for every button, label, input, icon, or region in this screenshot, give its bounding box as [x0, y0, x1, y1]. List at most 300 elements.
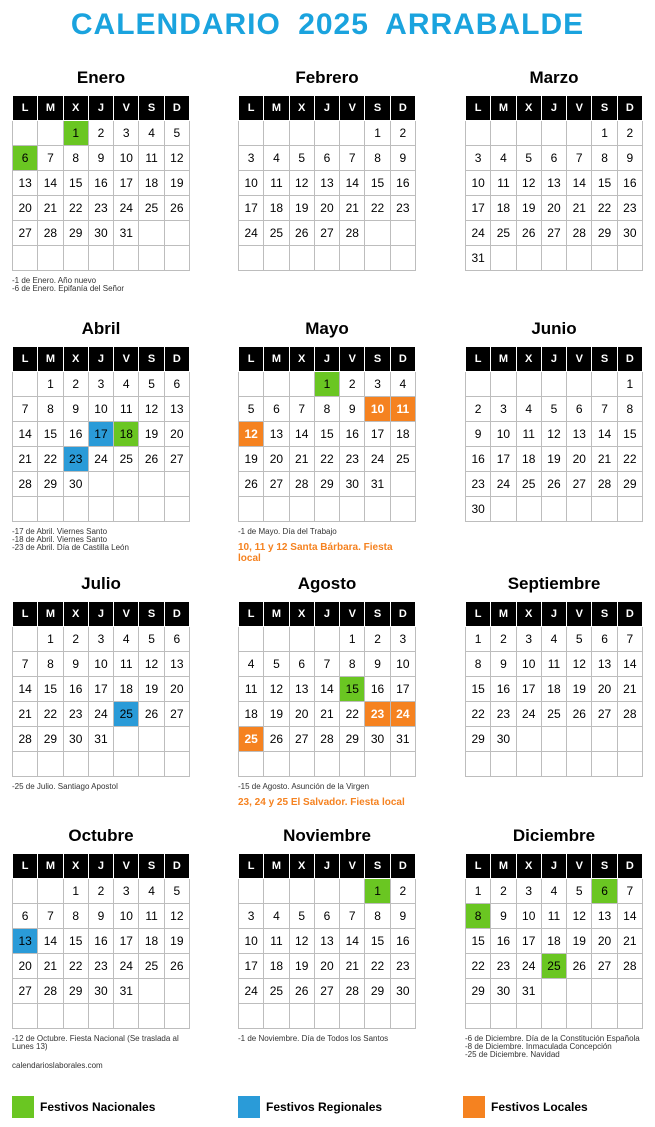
weekday-header: L — [13, 347, 38, 372]
day-cell: 9 — [491, 904, 516, 929]
day-cell: 15 — [340, 677, 365, 702]
day-cell: 9 — [88, 904, 113, 929]
weekday-header: L — [466, 602, 491, 627]
day-cell: 15 — [617, 422, 642, 447]
empty-cell — [164, 472, 189, 497]
empty-cell — [289, 497, 314, 522]
empty-cell — [541, 1004, 566, 1029]
day-cell: 25 — [264, 979, 289, 1004]
empty-cell — [289, 121, 314, 146]
holiday-notes — [238, 528, 416, 536]
weekday-header: S — [139, 96, 164, 121]
day-cell: 31 — [516, 979, 541, 1004]
month-julio — [12, 573, 190, 791]
month-table — [465, 95, 643, 271]
day-cell: 23 — [491, 702, 516, 727]
day-cell: 7 — [314, 652, 339, 677]
empty-cell — [314, 627, 339, 652]
day-cell: 7 — [617, 879, 642, 904]
day-cell: 14 — [289, 422, 314, 447]
day-cell: 18 — [541, 929, 566, 954]
day-cell: 22 — [340, 702, 365, 727]
day-cell: 8 — [63, 146, 88, 171]
day-cell: 27 — [567, 472, 592, 497]
day-cell: 17 — [516, 929, 541, 954]
weekday-header: D — [617, 854, 642, 879]
day-cell: 4 — [541, 627, 566, 652]
day-cell: 10 — [239, 929, 264, 954]
empty-cell — [491, 1004, 516, 1029]
day-cell: 30 — [491, 727, 516, 752]
day-cell: 9 — [365, 652, 390, 677]
weekday-header: S — [592, 96, 617, 121]
legend-swatch — [463, 1096, 485, 1118]
month-noviembre — [238, 825, 416, 1043]
day-cell: 19 — [289, 954, 314, 979]
empty-cell — [88, 246, 113, 271]
day-cell: 18 — [516, 447, 541, 472]
day-cell: 20 — [592, 677, 617, 702]
month-name: Octubre — [68, 826, 134, 845]
day-cell: 28 — [13, 472, 38, 497]
weekday-header: X — [63, 347, 88, 372]
empty-cell — [264, 752, 289, 777]
day-cell: 4 — [239, 652, 264, 677]
month-name: Febrero — [295, 68, 359, 87]
weekday-header: M — [264, 96, 289, 121]
day-cell: 1 — [340, 627, 365, 652]
legend-item — [12, 1096, 155, 1118]
day-cell: 17 — [114, 171, 139, 196]
day-cell: 29 — [592, 221, 617, 246]
month-septiembre — [465, 573, 643, 777]
empty-cell — [264, 246, 289, 271]
day-cell: 28 — [592, 472, 617, 497]
day-cell: 5 — [516, 146, 541, 171]
day-cell: 20 — [13, 954, 38, 979]
day-cell: 24 — [466, 221, 491, 246]
holiday-note: -12 de Octubre. Fiesta Nacional (Se traslada al Lunes 13) — [12, 1034, 179, 1051]
day-cell: 19 — [139, 677, 164, 702]
day-cell: 22 — [38, 702, 63, 727]
day-cell: 1 — [466, 627, 491, 652]
empty-cell — [139, 979, 164, 1004]
day-cell: 10 — [516, 904, 541, 929]
empty-cell — [491, 372, 516, 397]
day-cell: 8 — [340, 652, 365, 677]
empty-cell — [63, 752, 88, 777]
day-cell: 29 — [466, 727, 491, 752]
weekday-header: S — [365, 96, 390, 121]
day-cell: 21 — [314, 702, 339, 727]
day-cell: 2 — [63, 372, 88, 397]
empty-cell — [114, 1004, 139, 1029]
day-cell: 18 — [491, 196, 516, 221]
day-cell: 11 — [114, 652, 139, 677]
empty-cell — [541, 727, 566, 752]
month-table — [238, 346, 416, 522]
day-cell: 20 — [592, 929, 617, 954]
weekday-header: L — [239, 602, 264, 627]
weekday-header: L — [239, 347, 264, 372]
empty-cell — [38, 246, 63, 271]
day-cell: 13 — [264, 422, 289, 447]
weekday-header: S — [592, 854, 617, 879]
day-cell: 15 — [314, 422, 339, 447]
day-cell: 26 — [567, 954, 592, 979]
source-site: calendarioslaborales.com — [12, 1061, 103, 1070]
empty-cell — [466, 752, 491, 777]
weekday-header: L — [466, 854, 491, 879]
day-cell: 5 — [239, 397, 264, 422]
empty-cell — [38, 1004, 63, 1029]
day-cell: 1 — [63, 121, 88, 146]
day-cell: 2 — [466, 397, 491, 422]
holiday-notes — [465, 1035, 643, 1059]
day-cell: 14 — [340, 929, 365, 954]
empty-cell — [592, 727, 617, 752]
day-cell: 27 — [541, 221, 566, 246]
weekday-header: L — [466, 347, 491, 372]
day-cell: 1 — [365, 879, 390, 904]
day-cell: 4 — [390, 372, 415, 397]
weekday-header: J — [314, 602, 339, 627]
empty-cell — [88, 497, 113, 522]
day-cell: 11 — [541, 652, 566, 677]
day-cell: 5 — [164, 121, 189, 146]
month-diciembre — [465, 825, 643, 1059]
holiday-notes — [12, 1035, 190, 1051]
holiday-notes — [12, 783, 190, 791]
empty-cell — [365, 246, 390, 271]
day-cell: 4 — [516, 397, 541, 422]
day-cell: 21 — [340, 196, 365, 221]
month-octubre — [12, 825, 190, 1070]
day-cell: 1 — [63, 879, 88, 904]
weekday-header: L — [13, 854, 38, 879]
day-cell: 13 — [13, 929, 38, 954]
empty-cell — [13, 497, 38, 522]
day-cell: 26 — [289, 979, 314, 1004]
day-cell: 12 — [567, 652, 592, 677]
day-cell: 11 — [139, 904, 164, 929]
empty-cell — [340, 1004, 365, 1029]
day-cell: 6 — [592, 627, 617, 652]
empty-cell — [340, 121, 365, 146]
weekday-header: D — [617, 96, 642, 121]
holiday-note: -1 de Noviembre. Día de Todos los Santos — [238, 1034, 389, 1043]
day-cell: 16 — [340, 422, 365, 447]
day-cell: 3 — [239, 904, 264, 929]
day-cell: 19 — [264, 702, 289, 727]
month-abril — [12, 318, 190, 552]
empty-cell — [88, 752, 113, 777]
day-cell: 13 — [164, 652, 189, 677]
day-cell: 17 — [491, 447, 516, 472]
day-cell: 7 — [13, 397, 38, 422]
day-cell: 21 — [289, 447, 314, 472]
day-cell: 12 — [289, 929, 314, 954]
month-marzo — [465, 67, 643, 271]
empty-cell — [164, 727, 189, 752]
empty-cell — [390, 221, 415, 246]
weekday-header: L — [13, 96, 38, 121]
day-cell: 29 — [314, 472, 339, 497]
empty-cell — [289, 372, 314, 397]
day-cell: 11 — [390, 397, 415, 422]
legend-swatch — [12, 1096, 34, 1118]
day-cell: 16 — [88, 171, 113, 196]
day-cell: 10 — [365, 397, 390, 422]
day-cell: 1 — [38, 372, 63, 397]
day-cell: 26 — [164, 954, 189, 979]
weekday-header: L — [13, 602, 38, 627]
empty-cell — [114, 246, 139, 271]
day-cell: 19 — [239, 447, 264, 472]
day-cell: 24 — [114, 954, 139, 979]
day-cell: 22 — [617, 447, 642, 472]
day-cell: 4 — [541, 879, 566, 904]
day-cell: 20 — [164, 422, 189, 447]
day-cell: 22 — [63, 196, 88, 221]
day-cell: 22 — [314, 447, 339, 472]
day-cell: 4 — [139, 879, 164, 904]
day-cell: 3 — [365, 372, 390, 397]
holiday-note: -1 de Mayo. Día del Trabajo — [238, 527, 337, 536]
month-table — [12, 346, 190, 522]
empty-cell — [516, 121, 541, 146]
month-name: Enero — [76, 68, 126, 87]
day-cell: 31 — [390, 727, 415, 752]
day-cell: 14 — [13, 677, 38, 702]
day-cell: 2 — [491, 879, 516, 904]
day-cell: 8 — [466, 904, 491, 929]
day-cell: 30 — [365, 727, 390, 752]
empty-cell — [541, 372, 566, 397]
empty-cell — [139, 221, 164, 246]
weekday-header: S — [592, 602, 617, 627]
holiday-notes — [12, 277, 190, 293]
day-cell: 1 — [314, 372, 339, 397]
empty-cell — [114, 752, 139, 777]
day-cell: 17 — [466, 196, 491, 221]
weekday-header: S — [139, 347, 164, 372]
day-cell: 4 — [114, 372, 139, 397]
day-cell: 23 — [390, 954, 415, 979]
weekday-header: J — [88, 347, 113, 372]
day-cell: 18 — [139, 929, 164, 954]
day-cell: 23 — [340, 447, 365, 472]
day-cell: 11 — [516, 422, 541, 447]
day-cell: 9 — [88, 146, 113, 171]
day-cell: 24 — [114, 196, 139, 221]
day-cell: 28 — [617, 954, 642, 979]
month-table — [238, 95, 416, 271]
day-cell: 13 — [13, 171, 38, 196]
day-cell: 3 — [466, 146, 491, 171]
empty-cell — [541, 497, 566, 522]
day-cell: 17 — [88, 677, 113, 702]
day-cell: 22 — [365, 196, 390, 221]
day-cell: 7 — [567, 146, 592, 171]
day-cell: 19 — [567, 929, 592, 954]
day-cell: 7 — [592, 397, 617, 422]
day-cell: 31 — [365, 472, 390, 497]
day-cell: 14 — [38, 171, 63, 196]
day-cell: 20 — [314, 196, 339, 221]
day-cell: 26 — [516, 221, 541, 246]
day-cell: 13 — [289, 677, 314, 702]
weekday-header: J — [88, 96, 113, 121]
weekday-header: S — [365, 602, 390, 627]
day-cell: 8 — [365, 146, 390, 171]
day-cell: 27 — [314, 979, 339, 1004]
day-cell: 29 — [340, 727, 365, 752]
empty-cell — [264, 627, 289, 652]
day-cell: 21 — [13, 447, 38, 472]
empty-cell — [541, 752, 566, 777]
empty-cell — [13, 752, 38, 777]
empty-cell — [516, 727, 541, 752]
day-cell: 21 — [13, 702, 38, 727]
empty-cell — [139, 472, 164, 497]
empty-cell — [38, 752, 63, 777]
day-cell: 6 — [13, 904, 38, 929]
empty-cell — [340, 879, 365, 904]
month-enero — [12, 67, 190, 293]
day-cell: 19 — [164, 929, 189, 954]
empty-cell — [38, 879, 63, 904]
day-cell: 15 — [365, 929, 390, 954]
empty-cell — [164, 979, 189, 1004]
day-cell: 25 — [114, 447, 139, 472]
weekday-header: X — [516, 96, 541, 121]
month-name: Mayo — [305, 319, 349, 338]
weekday-header: X — [516, 854, 541, 879]
weekday-header: X — [63, 854, 88, 879]
month-table — [12, 95, 190, 271]
holiday-notes — [238, 783, 416, 791]
day-cell: 31 — [88, 727, 113, 752]
day-cell: 5 — [264, 652, 289, 677]
empty-cell — [289, 246, 314, 271]
legend-label: Festivos Regionales — [266, 1100, 383, 1114]
weekday-header: X — [289, 347, 314, 372]
empty-cell — [239, 372, 264, 397]
weekday-header: M — [38, 854, 63, 879]
day-cell: 7 — [38, 146, 63, 171]
empty-cell — [164, 752, 189, 777]
day-cell: 8 — [63, 904, 88, 929]
day-cell: 4 — [114, 627, 139, 652]
empty-cell — [239, 627, 264, 652]
day-cell: 26 — [164, 196, 189, 221]
day-cell: 27 — [592, 702, 617, 727]
day-cell: 13 — [541, 171, 566, 196]
weekday-header: S — [365, 854, 390, 879]
day-cell: 25 — [264, 221, 289, 246]
day-cell: 4 — [491, 146, 516, 171]
day-cell: 18 — [239, 702, 264, 727]
empty-cell — [617, 979, 642, 1004]
day-cell: 16 — [491, 929, 516, 954]
empty-cell — [617, 752, 642, 777]
holiday-note: -8 de Diciembre. Inmaculada Concepción — [465, 1042, 612, 1051]
empty-cell — [390, 246, 415, 271]
holiday-note: -23 de Abril. Día de Castilla León — [12, 543, 129, 552]
empty-cell — [88, 1004, 113, 1029]
empty-cell — [567, 121, 592, 146]
weekday-header: M — [491, 602, 516, 627]
day-cell: 31 — [114, 979, 139, 1004]
day-cell: 20 — [289, 702, 314, 727]
weekday-header: M — [264, 602, 289, 627]
day-cell: 12 — [164, 146, 189, 171]
day-cell: 6 — [314, 146, 339, 171]
day-cell: 18 — [264, 196, 289, 221]
weekday-header: X — [289, 96, 314, 121]
day-cell: 19 — [541, 447, 566, 472]
day-cell: 22 — [592, 196, 617, 221]
legend-label: Festivos Locales — [491, 1100, 588, 1114]
empty-cell — [491, 121, 516, 146]
empty-cell — [390, 497, 415, 522]
empty-cell — [592, 979, 617, 1004]
day-cell: 30 — [63, 472, 88, 497]
day-cell: 25 — [516, 472, 541, 497]
page-title: CALENDARIO 2025 ARRABALDE — [70, 8, 585, 41]
day-cell: 29 — [38, 727, 63, 752]
day-cell: 12 — [516, 171, 541, 196]
day-cell: 7 — [340, 146, 365, 171]
day-cell: 22 — [38, 447, 63, 472]
day-cell: 22 — [466, 954, 491, 979]
day-cell: 28 — [13, 727, 38, 752]
day-cell: 30 — [340, 472, 365, 497]
weekday-header: D — [164, 854, 189, 879]
weekday-header: M — [38, 96, 63, 121]
day-cell: 2 — [365, 627, 390, 652]
day-cell: 6 — [164, 372, 189, 397]
empty-cell — [289, 879, 314, 904]
empty-cell — [466, 121, 491, 146]
day-cell: 30 — [466, 497, 491, 522]
day-cell: 3 — [516, 627, 541, 652]
empty-cell — [516, 246, 541, 271]
day-cell: 18 — [139, 171, 164, 196]
weekday-header: X — [63, 96, 88, 121]
empty-cell — [139, 246, 164, 271]
empty-cell — [592, 372, 617, 397]
day-cell: 2 — [617, 121, 642, 146]
local-holiday-note: 10, 11 y 12 Santa Bárbara. Fiesta local — [238, 542, 393, 564]
day-cell: 29 — [63, 979, 88, 1004]
day-cell: 27 — [314, 221, 339, 246]
day-cell: 28 — [340, 221, 365, 246]
holiday-notes — [238, 1035, 416, 1043]
empty-cell — [466, 1004, 491, 1029]
day-cell: 26 — [541, 472, 566, 497]
day-cell: 17 — [114, 929, 139, 954]
day-cell: 20 — [264, 447, 289, 472]
day-cell: 14 — [617, 652, 642, 677]
empty-cell — [239, 752, 264, 777]
empty-cell — [289, 1004, 314, 1029]
day-cell: 8 — [617, 397, 642, 422]
day-cell: 26 — [264, 727, 289, 752]
month-table — [465, 601, 643, 777]
day-cell: 23 — [466, 472, 491, 497]
